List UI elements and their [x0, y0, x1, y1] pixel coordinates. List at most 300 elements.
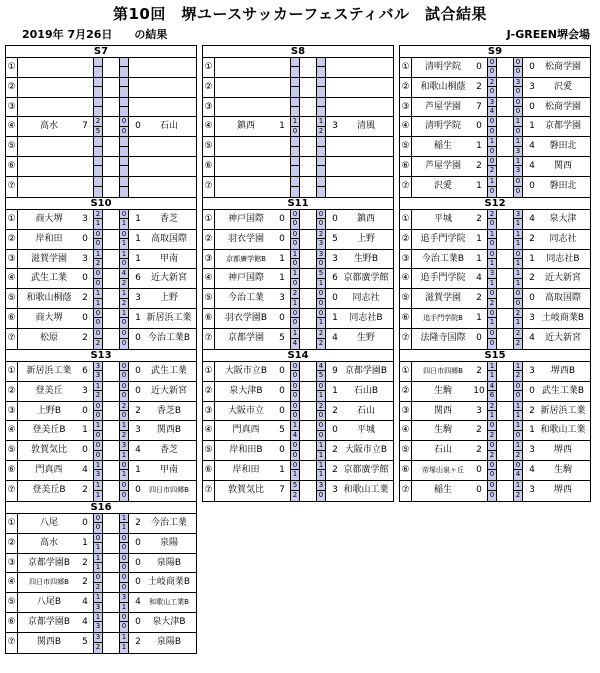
match-row [6, 289, 196, 309]
match-number: ⑦ [6, 481, 18, 501]
first-half-score [317, 78, 325, 87]
home-score: 0 [82, 233, 88, 244]
first-half-score: 1 [121, 308, 127, 317]
away-half-scores [119, 269, 129, 288]
away-half-scores [513, 177, 523, 197]
away-half-scores [513, 137, 523, 156]
home-half-scores [487, 402, 497, 421]
home-score [276, 98, 288, 117]
first-half-score: 0 [318, 381, 324, 390]
match-number: ⑦ [6, 633, 18, 653]
match-row [6, 78, 196, 98]
first-half-score: 1 [121, 249, 127, 258]
second-half-score: 1 [515, 278, 521, 287]
first-half-score: 4 [121, 269, 127, 278]
away-score: 0 [529, 101, 535, 112]
away-score: 0 [135, 537, 141, 548]
match-row [400, 481, 590, 501]
match-row [6, 250, 196, 270]
first-half-score: 1 [515, 362, 521, 370]
home-half-scores [93, 137, 103, 156]
second-half-score: 1 [515, 239, 521, 248]
home-half-scores [93, 481, 103, 501]
away-team: 堺西 [553, 445, 572, 456]
home-score: 5 [279, 425, 285, 436]
away-half-scores [513, 117, 523, 136]
first-half-score: 1 [515, 421, 521, 430]
away-team: 泉大津 [549, 214, 577, 224]
second-half-score: 0 [515, 106, 521, 115]
match-row [203, 289, 393, 309]
home-team: 八尾B [36, 597, 62, 608]
match-number: ② [400, 230, 412, 249]
second-half-score: 1 [95, 562, 101, 571]
first-half-score: 0 [489, 156, 495, 165]
away-half-scores [119, 382, 129, 401]
block-header: S15 [400, 350, 590, 362]
away-score: 3 [529, 484, 535, 495]
first-half-score: 3 [95, 632, 101, 641]
home-half-scores [290, 309, 300, 328]
second-half-score: 1 [515, 410, 521, 419]
second-half-score: 0 [121, 410, 127, 419]
first-half-score [317, 98, 325, 107]
match-row [6, 362, 196, 382]
first-half-score: 0 [318, 289, 324, 298]
away-half-scores [316, 309, 326, 328]
away-score: 0 [529, 385, 535, 396]
home-half-scores [290, 98, 300, 117]
away-half-scores [119, 633, 129, 653]
match-row [6, 441, 196, 461]
away-half-scores [119, 554, 129, 573]
match-number: ④ [6, 573, 18, 592]
home-team: 松原 [39, 332, 58, 343]
home-team: 今治工業B [421, 253, 465, 264]
away-half-scores [119, 613, 129, 632]
first-half-score: 2 [318, 229, 324, 238]
first-half-score: 0 [121, 210, 127, 218]
away-score: 2 [529, 405, 535, 416]
home-half-scores [487, 78, 497, 97]
away-half-scores [316, 481, 326, 501]
second-half-score: 0 [121, 582, 127, 591]
away-score: 0 [135, 366, 141, 376]
away-half-scores [513, 289, 523, 308]
match-number: ① [203, 210, 215, 229]
away-team: 磐田北 [549, 141, 577, 152]
away-team: 松商学園 [544, 62, 581, 72]
home-team [216, 98, 276, 117]
match-row [203, 157, 393, 177]
first-half-score: 0 [95, 328, 101, 337]
away-half-scores [316, 78, 326, 97]
away-half-scores [119, 534, 129, 553]
away-team: 大阪市立B [344, 445, 388, 456]
match-number: ④ [400, 269, 412, 288]
home-score: 0 [279, 385, 285, 396]
home-half-scores [93, 117, 103, 136]
second-half-score: 1 [489, 258, 495, 267]
home-half-scores [290, 177, 300, 197]
first-half-score: 0 [318, 308, 324, 317]
second-half-score: 0 [292, 278, 298, 287]
away-half-scores [316, 382, 326, 401]
home-half-scores [487, 309, 497, 328]
away-team: 四日市四郷B [149, 485, 189, 494]
home-team: 岸和田 [35, 233, 63, 244]
second-half-score: 5 [95, 126, 101, 135]
match-row [400, 269, 590, 289]
first-half-score: 2 [489, 77, 495, 86]
match-row [400, 78, 590, 98]
second-half-score: 0 [292, 371, 298, 380]
first-half-score: 3 [489, 269, 495, 278]
match-number: ① [6, 514, 18, 533]
home-half-scores [290, 289, 300, 308]
home-team: 平城 [433, 214, 452, 224]
home-score: 2 [82, 557, 88, 568]
home-team [19, 98, 79, 117]
home-score: 0 [476, 62, 482, 72]
second-half-score: 0 [121, 338, 127, 347]
second-half-score: 2 [515, 371, 521, 380]
home-team: 高水 [39, 537, 58, 548]
match-number: ② [203, 230, 215, 249]
away-half-scores [316, 177, 326, 197]
match-row [400, 362, 590, 382]
second-half-score: 1 [515, 318, 521, 327]
away-half-scores [119, 58, 129, 77]
away-team: 香芝B [156, 405, 182, 416]
home-score: 1 [279, 464, 285, 475]
home-team: 敦賀気比 [30, 445, 67, 456]
first-half-score: 0 [121, 328, 127, 337]
away-score: 4 [529, 332, 535, 343]
match-number: ⑥ [400, 461, 412, 480]
away-score: 0 [135, 557, 141, 568]
home-score: 4 [82, 616, 88, 627]
away-score: 0 [135, 385, 141, 396]
home-half-scores [93, 210, 103, 229]
second-half-score: 1 [95, 490, 101, 499]
second-half-score: 2 [95, 582, 101, 591]
match-number: ④ [203, 117, 215, 136]
match-number: ④ [6, 269, 18, 288]
away-half-scores [119, 157, 129, 176]
block-s10 [5, 197, 197, 350]
first-half-score: 3 [121, 593, 127, 602]
second-half-score: 0 [489, 490, 495, 499]
home-half-scores [487, 329, 497, 349]
first-half-score: 1 [95, 421, 101, 430]
away-half-scores [316, 98, 326, 117]
home-score [276, 78, 288, 97]
home-score: 6 [82, 366, 88, 376]
home-half-scores [290, 382, 300, 401]
home-half-scores [93, 514, 103, 533]
second-half-score [94, 166, 102, 175]
block-header: S8 [203, 46, 393, 58]
block-s11 [202, 197, 394, 350]
away-team: 上野 [159, 293, 178, 304]
home-score: 0 [279, 312, 285, 323]
second-half-score: 1 [515, 258, 521, 267]
second-half-score [291, 187, 299, 197]
second-half-score [317, 166, 325, 175]
second-half-score: 0 [515, 186, 521, 195]
home-team: 羽衣学園 [227, 233, 264, 244]
away-team: 土岐商業B [541, 312, 585, 323]
away-half-scores [513, 421, 523, 440]
first-half-score: 2 [318, 328, 324, 337]
away-score: 3 [332, 253, 338, 264]
away-team: 生野B [353, 253, 379, 264]
home-team: 京都学園 [227, 332, 264, 343]
match-row [6, 593, 196, 613]
block-s16 [5, 501, 197, 654]
home-team: 門真西 [232, 425, 260, 436]
home-half-scores [487, 58, 497, 77]
match-number: ① [400, 210, 412, 229]
second-half-score [120, 67, 128, 76]
second-half-score: 0 [489, 146, 495, 155]
second-half-score: 2 [489, 298, 495, 307]
home-half-scores [290, 441, 300, 460]
match-number: ⑥ [400, 309, 412, 328]
match-row [203, 382, 393, 402]
away-team: 近大新宮 [544, 332, 581, 343]
home-half-scores [487, 98, 497, 117]
first-half-score: 1 [318, 460, 324, 469]
block-header: S11 [203, 198, 393, 210]
away-half-scores [119, 573, 129, 592]
second-half-score: 2 [489, 430, 495, 439]
home-team: 芦屋学園 [424, 160, 461, 171]
match-row [400, 137, 590, 157]
away-half-scores [316, 250, 326, 269]
second-half-score: 0 [95, 239, 101, 248]
away-team: 武生工業 [150, 366, 187, 376]
first-half-score: 1 [121, 632, 127, 641]
home-score: 0 [279, 214, 285, 224]
match-row [400, 157, 590, 177]
away-team: 石山B [353, 385, 379, 396]
match-row [400, 250, 590, 270]
away-team: 和歌山工業B [149, 598, 189, 607]
second-half-score: 0 [95, 450, 101, 459]
home-half-scores [487, 117, 497, 136]
home-team: 登美丘 [35, 385, 63, 396]
second-half-score: 0 [292, 219, 298, 228]
block-s9 [399, 45, 591, 198]
away-team [339, 177, 393, 197]
second-half-score [317, 147, 325, 156]
second-half-score: 0 [95, 410, 101, 419]
second-half-score: 0 [515, 391, 521, 400]
second-half-score [317, 107, 325, 116]
second-half-score: 0 [292, 239, 298, 248]
second-half-score: 0 [121, 318, 127, 327]
away-team: 京都廣学館 [343, 464, 389, 475]
away-team [142, 78, 196, 97]
away-half-scores [119, 78, 129, 97]
match-number: ③ [400, 402, 412, 421]
first-half-score [291, 157, 299, 166]
home-score: 3 [82, 214, 88, 224]
home-half-scores [290, 78, 300, 97]
second-half-score: 1 [121, 602, 127, 611]
home-team: 追手門学院 [420, 233, 466, 244]
second-half-score: 2 [121, 278, 127, 287]
second-half-score: 2 [515, 338, 521, 347]
away-half-scores [316, 461, 326, 480]
home-team: 神戸国際 [227, 273, 264, 284]
first-half-score: 0 [95, 441, 101, 450]
away-score: 2 [135, 518, 141, 528]
match-number: ② [400, 382, 412, 401]
home-team: 商大堺 [35, 312, 63, 323]
first-half-score: 2 [489, 401, 495, 410]
first-half-score: 3 [489, 97, 495, 106]
away-half-scores [119, 230, 129, 249]
first-half-score: 1 [318, 117, 324, 126]
away-team [339, 98, 393, 117]
second-half-score: 2 [292, 490, 298, 499]
second-half-score: 0 [292, 450, 298, 459]
home-half-scores [93, 402, 103, 421]
first-half-score: 0 [489, 328, 495, 337]
second-half-score: 0 [318, 298, 324, 307]
first-half-score: 1 [515, 401, 521, 410]
first-half-score: 1 [292, 269, 298, 278]
second-half-score: 0 [489, 87, 495, 96]
match-row [400, 98, 590, 118]
first-half-score: 1 [489, 176, 495, 185]
match-row [203, 269, 393, 289]
away-half-scores [513, 461, 523, 480]
first-half-score: 3 [515, 210, 521, 218]
home-score: 4 [476, 273, 482, 284]
second-half-score: 2 [318, 126, 324, 135]
home-score [79, 137, 91, 156]
home-score: 4 [82, 464, 88, 475]
match-number: ⑥ [203, 461, 215, 480]
home-team: 門真西 [35, 464, 63, 475]
second-half-score: 1 [318, 278, 324, 287]
home-score: 2 [476, 81, 482, 92]
away-team: 清風 [356, 121, 375, 132]
home-team: 滋賀学園 [424, 293, 461, 304]
away-half-scores [513, 329, 523, 349]
match-number: ⑤ [400, 137, 412, 156]
second-half-score: 4 [489, 106, 495, 115]
match-row [203, 421, 393, 441]
match-row [203, 98, 393, 118]
match-number: ⑦ [400, 177, 412, 197]
home-half-scores [290, 362, 300, 381]
away-team: 近大新宮 [150, 385, 187, 396]
second-half-score: 0 [121, 126, 127, 135]
home-score: 0 [476, 484, 482, 495]
home-score: 5 [279, 332, 285, 343]
first-half-score: 0 [121, 553, 127, 562]
home-half-scores [487, 157, 497, 176]
away-team: 石山 [159, 121, 178, 132]
second-half-score: 1 [318, 450, 324, 459]
away-score: 3 [332, 484, 338, 495]
second-half-score [291, 107, 299, 116]
away-score: 1 [529, 253, 535, 264]
home-score: 1 [82, 425, 88, 436]
home-score: 1 [82, 537, 88, 548]
match-number: ③ [203, 98, 215, 117]
home-half-scores [290, 58, 300, 77]
home-team: 岸和田B [229, 445, 263, 456]
home-score: 2 [82, 577, 88, 588]
match-row [203, 481, 393, 501]
match-number: ② [6, 382, 18, 401]
match-number: ① [203, 362, 215, 381]
away-score: 1 [135, 312, 141, 323]
away-team: 上野 [356, 233, 375, 244]
second-half-score: 2 [515, 450, 521, 459]
match-number: ③ [6, 554, 18, 573]
home-score: 0 [279, 366, 285, 376]
first-half-score: 1 [95, 593, 101, 602]
away-team: 関西 [553, 160, 572, 171]
first-half-score: 1 [489, 362, 495, 370]
first-half-score: 0 [95, 401, 101, 410]
away-team: 堺西B [550, 366, 576, 376]
match-row [6, 534, 196, 554]
match-row [203, 58, 393, 78]
away-score: 4 [135, 597, 141, 608]
match-row [400, 177, 590, 197]
match-number: ① [203, 58, 215, 77]
away-half-scores [513, 441, 523, 460]
away-score: 3 [529, 81, 535, 92]
home-team: 沢愛 [433, 180, 452, 191]
home-half-scores [93, 269, 103, 288]
away-team [339, 157, 393, 176]
second-half-score: 1 [95, 219, 101, 228]
second-half-score [120, 107, 128, 116]
away-score: 3 [529, 366, 535, 376]
match-row [203, 78, 393, 98]
away-half-scores [316, 210, 326, 229]
home-half-scores [487, 421, 497, 440]
away-team: 近大新宮 [544, 273, 581, 284]
first-half-score [291, 137, 299, 146]
first-half-score: 0 [515, 289, 521, 298]
second-half-score: 0 [292, 391, 298, 400]
away-score: 5 [332, 233, 338, 244]
away-half-scores [513, 157, 523, 176]
first-half-score: 1 [515, 117, 521, 126]
match-number: ① [6, 362, 18, 381]
match-row [6, 481, 196, 501]
first-half-score: 1 [121, 514, 127, 522]
home-half-scores [290, 269, 300, 288]
second-half-score: 1 [121, 642, 127, 651]
second-half-score: 2 [95, 642, 101, 651]
match-row [6, 177, 196, 197]
match-row [6, 554, 196, 574]
first-half-score: 0 [292, 308, 298, 317]
match-row [203, 250, 393, 270]
away-half-scores [316, 157, 326, 176]
